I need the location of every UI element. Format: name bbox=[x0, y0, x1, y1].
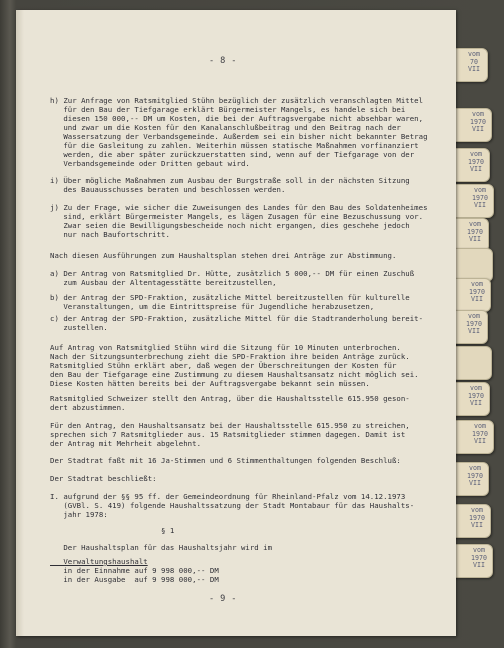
text-line: Nach diesen Ausführungen zum Haushaltsplan stehen drei Anträge zur Abstimmung. bbox=[50, 251, 397, 260]
tab-label: vom bbox=[472, 110, 484, 118]
tab-label: VII bbox=[473, 561, 485, 569]
tab-label: VII bbox=[474, 437, 486, 445]
tab-label: VII bbox=[472, 125, 484, 133]
text-line: Der Haushaltsplan für das Haushaltsjahr wird im bbox=[50, 543, 273, 552]
index-tab bbox=[453, 544, 493, 578]
page-number-top: - 8 - bbox=[209, 56, 237, 66]
index-tabs bbox=[448, 10, 504, 648]
text-line: I. aufgrund der §§ 95 ff. der Gemeindeordnung für Rheinland-Pfalz vom 14.12.1973 bbox=[50, 492, 406, 501]
text-line: Auf Antrag von Ratsmitglied Stühn wird die Sitzung für 10 Minuten unterbrochen. bbox=[50, 343, 401, 352]
tab-label: 1970 bbox=[468, 157, 484, 166]
paragraph-stadtrat bbox=[50, 456, 432, 465]
paragraph-I bbox=[50, 492, 432, 519]
tab-label: VII bbox=[468, 65, 480, 73]
index-tab bbox=[452, 346, 492, 380]
index-tab bbox=[450, 148, 490, 182]
document-page bbox=[16, 10, 456, 636]
text-line: Verwaltungshaushalt bbox=[50, 557, 148, 566]
text-line: nur nach Baufortschritt. bbox=[50, 230, 170, 240]
paragraph-beschliesst bbox=[50, 474, 432, 483]
tab-label: 1970 bbox=[471, 553, 487, 562]
tab-label: 1970 bbox=[467, 227, 483, 236]
text-line: des Bauausschusses beraten und beschlossen werden. bbox=[50, 185, 286, 195]
page-number-bottom: - 9 - bbox=[209, 594, 237, 604]
text-line: diesen 150 000,-- DM um Kosten, die bei der Auftragsvergabe nicht absehbar waren, bbox=[50, 114, 424, 124]
tab-label: VII bbox=[469, 479, 481, 487]
paragraph-schweizer bbox=[50, 394, 432, 412]
text-line: Für den Antrag, den Haushaltsansatz bei der Haushaltsstelle 615.950 zu streichen, bbox=[50, 421, 410, 430]
tab-label: VII bbox=[474, 201, 486, 209]
text-line: Der Stadtrat beschließt: bbox=[50, 474, 157, 483]
paragraph-h bbox=[50, 96, 432, 168]
paragraph-intro bbox=[50, 251, 432, 260]
text-line: jahr 1978: bbox=[50, 510, 108, 520]
index-tab bbox=[451, 278, 491, 312]
index-tab bbox=[451, 504, 491, 538]
tab-label: 70 bbox=[470, 57, 478, 66]
tab-label: 1970 bbox=[467, 471, 483, 480]
text-line: der Antrag mit Mehrheit abgelehnt. bbox=[50, 439, 202, 449]
tab-label: VII bbox=[471, 521, 483, 529]
text-line: in der Ausgabe auf 9 998 000,-- DM bbox=[50, 575, 219, 585]
text-line: sind, erklärt Bürgermeister Mangels, es lägen Zusagen für eine Bezuschussung vor. bbox=[50, 212, 424, 222]
tab-label: vom bbox=[474, 422, 486, 430]
tab-label: vom bbox=[469, 220, 481, 228]
tab-label: VII bbox=[471, 295, 483, 303]
text-line: werden, die aber später zurückzuerstatten sind, wenn auf der Tiefgarage von der bbox=[50, 150, 415, 160]
text-line: in der Einnahme auf 9 998 000,-- DM bbox=[50, 566, 219, 576]
tab-label: VII bbox=[469, 235, 481, 243]
text-line: c) der Antrag der SPD-Fraktion, zusätzliche Mittel für die Stadtranderholung bereit- bbox=[50, 314, 424, 323]
text-line: a) Der Antrag von Ratsmitglied Dr. Hütte, zusätzlich 5 000,-- DM für einen Zuschuß bbox=[50, 269, 415, 278]
tab-label: VII bbox=[470, 165, 482, 173]
tab-label: 1970 bbox=[469, 287, 485, 296]
text-line: Ratsmitglied Schweizer stellt den Antrag, über die Haushaltsstelle 615.950 geson- bbox=[50, 394, 410, 403]
text-line: dert abzustimmen. bbox=[50, 403, 126, 413]
text-line: den Bau der Tiefgarage eine Zustimmung zu diesem Haushaltsansatz nicht möglich sei. bbox=[50, 370, 419, 380]
tab-label: vom bbox=[468, 312, 480, 320]
tab-label: vom bbox=[471, 280, 483, 288]
text-line: i) Über mögliche Maßnahmen zum Ausbau der Burgstraße soll in der nächsten Sitzung bbox=[50, 176, 410, 185]
tab-label: VII bbox=[468, 327, 480, 335]
text-line: Nach der Sitzungsunterbrechung zieht die SPD-Fraktion ihre beiden Anträge zurück. bbox=[50, 352, 410, 362]
tab-label: vom bbox=[470, 384, 482, 392]
paragraph-haushaltsplan bbox=[50, 543, 432, 552]
paragraph-b bbox=[50, 293, 432, 311]
paragraph-vote bbox=[50, 421, 432, 448]
paragraph-a bbox=[50, 269, 432, 287]
text-line: § 1 bbox=[50, 526, 175, 535]
text-line: h) Zur Anfrage von Ratsmitglied Stühn bezüglich der zusätzlich veranschlagten Mittel bbox=[50, 96, 424, 105]
text-line: Wassersatzung der Verbandsgemeinde. Außerdem sei ein bisher nicht bekannter Betrag bbox=[50, 132, 428, 142]
paragraph-c bbox=[50, 314, 432, 332]
index-tab bbox=[453, 248, 493, 282]
tab-label: 1970 bbox=[472, 193, 488, 202]
section-heading bbox=[50, 526, 432, 535]
tab-label: 1970 bbox=[472, 429, 488, 438]
paragraph-j bbox=[50, 203, 432, 239]
tab-label: vom bbox=[471, 506, 483, 514]
index-tab bbox=[452, 108, 492, 142]
text-line: für die Gasleitung zu zahlen. Weiterhin müssen statische Maßnahmen vorfinanziert bbox=[50, 141, 419, 151]
text-line: Veranstaltungen, um die Eintrittspreise für Jugendliche herabzusetzen, bbox=[50, 302, 375, 312]
text-line: b) der Antrag der SPD-Fraktion, zusätzliche Mittel bereitzustellen für kulturelle bbox=[50, 293, 410, 302]
text-line: Verbandsgemeinde oder Dritten gebaut wird. bbox=[50, 159, 250, 169]
paragraph-stuehn bbox=[50, 343, 432, 388]
text-line: zum Ausbau der Altentagesstätte bereitzustellen, bbox=[50, 278, 277, 288]
tab-label: VII bbox=[470, 399, 482, 407]
index-tab bbox=[450, 382, 490, 416]
paragraph-i bbox=[50, 176, 432, 194]
tab-label: 1970 bbox=[466, 319, 482, 328]
text-line: Ratsmitglied Stühn erklärt aber, daß wegen der Überschreitungen der Kosten für bbox=[50, 361, 397, 371]
tab-label: vom bbox=[469, 464, 481, 472]
index-tab bbox=[454, 420, 494, 454]
text-line: Diese Kosten hätten bereits bei der Auftragsvergabe bekannt sein müssen. bbox=[50, 379, 370, 389]
tab-label: vom bbox=[474, 186, 486, 194]
text-line: sprechen sich 7 Ratsmitglieder aus. 15 Ratsmitglieder stimmen dagegen. Damit ist bbox=[50, 430, 406, 440]
text-line: für den Bau der Tiefgarage erklärt Bürgermeister Mangels, es handele sich bei bbox=[50, 105, 406, 115]
paragraph-verwaltung bbox=[50, 557, 432, 584]
tab-label: vom bbox=[468, 50, 480, 58]
text-line: zustellen. bbox=[50, 323, 108, 333]
text-line: Der Stadtrat faßt mit 16 Ja-Stimmen und 6 Stimmenthaltungen folgenden Beschluß: bbox=[50, 456, 401, 465]
text-line: j) Zu der Frage, wie sicher die Zuweisungen des Landes für den Bau des Soldatenheimes bbox=[50, 203, 428, 212]
tab-label: 1970 bbox=[468, 391, 484, 400]
text-line: (GVBl. S. 419) folgende Haushaltssatzung der Stadt Montabaur für das Haushalts- bbox=[50, 501, 415, 511]
tab-label: vom bbox=[470, 150, 482, 158]
text-line: Zwar seien die Bewilligungsbescheide noch nicht ergangen, dies geschehe jedoch bbox=[50, 221, 410, 231]
index-tab bbox=[454, 184, 494, 218]
tab-label: 1970 bbox=[470, 117, 486, 126]
text-line: und zwar um die Kosten für den Kanalanschlußbeitrag und den Beitrag nach der bbox=[50, 123, 401, 133]
tab-label: vom bbox=[473, 546, 485, 554]
tab-label: 1970 bbox=[469, 513, 485, 522]
